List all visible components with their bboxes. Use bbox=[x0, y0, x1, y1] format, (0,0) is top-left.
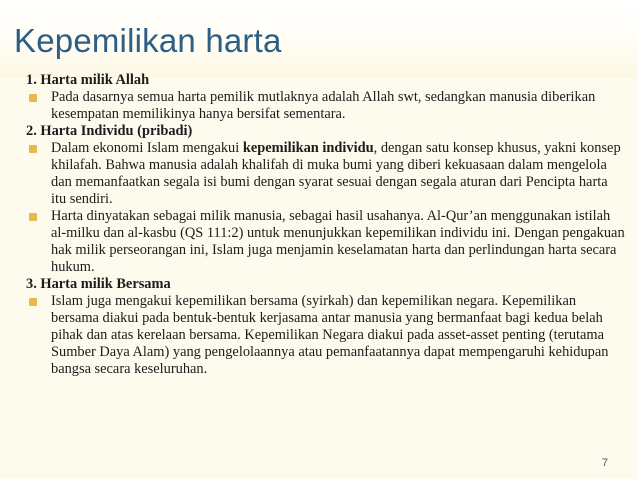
bullet-text: Harta dinyatakan sebagai milik manusia, sebagai hasil usahanya. Al-Qur’an menggunakan istilah al-milku dan al-kasbu (QS 111:2) untuk menunjukkan kepemilikan individu ini. Dengan pengakuan hak milik perseorangan ini, Islam juga menjamin keselamatan harta dan perlindungan harta secara hukum. bbox=[51, 208, 625, 275]
bullet-2-2 bbox=[26, 208, 626, 276]
bullet-1-1 bbox=[26, 89, 626, 123]
section-heading-1: 1. Harta milik Allah bbox=[26, 72, 150, 88]
bullet-text: Islam juga mengakui kepemilikan bersama (syirkah) dan kepemilikan negara. Kepemilikan bersama diakui pada bentuk-bentuk kerjasama antar manusia yang bermanfaat bagi kedua belah pihak dan atas kerelaan bersama. Kepemilikan Negara diakui pada asset-asset penting (terutama Sumber Daya Alam) yang pengelolaannya atau pemanfaatannya dapat mempengaruhi kehidupan bangsa secara keseluruhan. bbox=[51, 293, 609, 377]
slide-title: Kepemilikan harta bbox=[14, 22, 282, 59]
page-number: 7 bbox=[601, 457, 608, 469]
slide-content bbox=[26, 72, 626, 378]
bullet-3-1 bbox=[26, 293, 626, 378]
bullet-emphasis: kepemilikan individu bbox=[242, 140, 374, 156]
bullet-text: , dengan satu konsep khusus, yakni konsep khilafah. Bahwa manusia adalah khalifah di muka bumi yang diberi kekuasaan dalam mengelola dan memanfaatkan segala isi bumi dengan syarat sesuai dengan segala aturan dari Pencipta harta itu sendiri. bbox=[51, 140, 621, 207]
section-heading-3: 3. Harta milik Bersama bbox=[26, 276, 171, 292]
bullet-square-icon bbox=[29, 213, 37, 221]
bullet-square-icon bbox=[29, 298, 37, 306]
bullet-square-icon bbox=[29, 94, 37, 102]
bullet-2-1 bbox=[26, 140, 626, 208]
section-heading-2: 2. Harta Individu (pribadi) bbox=[26, 123, 193, 139]
bullet-square-icon bbox=[29, 145, 37, 153]
bullet-text: Pada dasarnya semua harta pemilik mutlaknya adalah Allah swt, sedangkan manusia diberikan kesempatan memilikinya hanya bersifat sementara. bbox=[51, 89, 596, 122]
bullet-text: Dalam ekonomi Islam mengakui bbox=[51, 140, 243, 156]
